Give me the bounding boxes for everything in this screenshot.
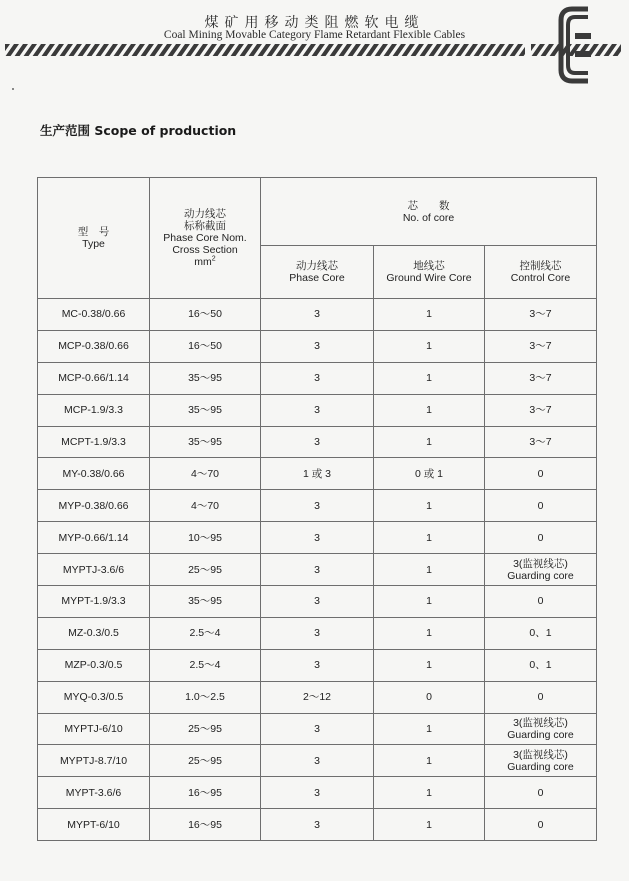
cell-ground (374, 394, 485, 426)
cell-control-text: 3～7 (529, 372, 552, 385)
cell-control-text: 3～7 (529, 308, 552, 321)
cell-ground-text: 1 (426, 754, 432, 767)
cell-section (150, 394, 261, 426)
cell-section (150, 522, 261, 554)
cell-control (485, 394, 597, 426)
header-phase-en: Phase Core (289, 272, 345, 284)
cell-phase-text: 3 (314, 627, 320, 640)
cell-phase-text: 3 (314, 404, 320, 417)
cell-control-text: 3(监视线芯) (513, 557, 568, 570)
cell-section-text: 10～95 (188, 531, 222, 544)
cell-control-text: 3～7 (529, 436, 552, 448)
table-row (38, 362, 597, 394)
cell-ground (374, 330, 485, 362)
cell-ground (374, 522, 485, 554)
cell-section (150, 458, 261, 490)
cell-type (38, 362, 150, 394)
cell-section (150, 586, 261, 618)
table-row (38, 649, 597, 681)
table-row (38, 554, 597, 586)
cell-section-text: 2.5～4 (189, 627, 221, 640)
cell-type (38, 330, 150, 362)
cell-type (38, 649, 150, 681)
cell-section-text: 16～95 (188, 818, 222, 831)
cell-type (38, 617, 150, 649)
cell-control-text: 0 (537, 531, 544, 544)
cell-phase (261, 617, 374, 649)
cell-type-text: MZ-0.3/0.5 (68, 627, 119, 640)
cell-type (38, 394, 150, 426)
cell-ground-text: 1 (426, 436, 432, 448)
cell-section-text: 16～95 (188, 786, 222, 799)
cell-phase (261, 777, 374, 809)
header-section (150, 178, 261, 299)
header-cores (261, 178, 597, 246)
cell-type-text: MCP-1.9/3.3 (64, 404, 123, 417)
cell-phase (261, 681, 374, 713)
cell-ground-text: 1 (426, 372, 432, 385)
header-type-en: Type (82, 238, 105, 250)
cell-type (38, 554, 150, 586)
cell-control-text-en: Guarding core (507, 729, 574, 742)
cell-control-text: 0、1 (529, 627, 552, 640)
cell-control-text: 0、1 (529, 659, 552, 672)
cell-control (485, 681, 597, 713)
cell-control (485, 490, 597, 522)
cell-type (38, 681, 150, 713)
cell-phase (261, 299, 374, 331)
cell-control-text: 3～7 (529, 340, 552, 353)
header-section-en2: Cross Section (172, 244, 238, 256)
cell-ground-text: 1 (426, 531, 432, 544)
cell-section (150, 330, 261, 362)
header-ground-en: Ground Wire Core (386, 272, 472, 284)
cell-type (38, 426, 150, 458)
table-body (38, 299, 597, 841)
cell-ground-text: 1 (426, 786, 432, 799)
cell-phase-text: 3 (314, 723, 320, 736)
cell-type (38, 458, 150, 490)
cell-phase-text: 3 (314, 754, 320, 767)
table-row (38, 809, 597, 841)
header-section-unit (150, 256, 260, 268)
cell-type-text: MCPT-1.9/3.3 (61, 436, 126, 448)
cell-section (150, 809, 261, 841)
page-header (0, 0, 629, 90)
cell-phase (261, 586, 374, 618)
cell-section-text: 35～95 (188, 436, 222, 448)
cell-control-text-en: Guarding core (507, 760, 574, 773)
cell-phase-text: 3 (314, 499, 320, 512)
table-row (38, 330, 597, 362)
cell-type-text: MYPTJ-6/10 (64, 723, 123, 736)
cell-phase-text: 3 (314, 786, 320, 799)
cell-phase-text: 3 (314, 563, 320, 576)
cell-type-text: MCP-0.38/0.66 (58, 340, 129, 353)
cell-type (38, 586, 150, 618)
cell-section (150, 617, 261, 649)
table-row (38, 299, 597, 331)
cell-control (485, 299, 597, 331)
cell-phase (261, 490, 374, 522)
cell-type (38, 490, 150, 522)
cell-phase-text: 3 (314, 340, 320, 353)
cell-section (150, 745, 261, 777)
cell-ground-text: 0 或 1 (414, 467, 443, 480)
cell-section-text: 25～95 (188, 754, 222, 767)
cell-phase (261, 458, 374, 490)
cell-type-text: MZP-0.3/0.5 (64, 659, 123, 672)
header-title-zh: 煤矿用移动类阻燃软电缆 (204, 15, 425, 31)
cell-ground-text: 1 (426, 723, 432, 736)
table-row (38, 617, 597, 649)
cell-control (485, 458, 597, 490)
cell-ground-text: 0 (426, 691, 432, 704)
cell-section (150, 490, 261, 522)
cell-ground-text: 1 (426, 659, 432, 672)
unit-sup: 2 (211, 255, 216, 263)
cell-type (38, 777, 150, 809)
cell-phase (261, 330, 374, 362)
cell-ground-text: 1 (426, 627, 432, 640)
cell-section (150, 426, 261, 458)
cell-type-text: MYQ-0.3/0.5 (63, 691, 124, 704)
cell-control (485, 426, 597, 458)
cell-section (150, 777, 261, 809)
cell-control (485, 586, 597, 618)
cell-section-text: 2.5～4 (189, 659, 221, 672)
cell-type (38, 713, 150, 745)
table-row (38, 394, 597, 426)
cell-ground-text: 1 (426, 404, 432, 417)
section-title: 生产范围 Scope of production (40, 123, 237, 138)
header-cores-zh: 芯 数 (407, 199, 450, 212)
cell-control-text: 3(监视线芯) (513, 748, 568, 761)
header-type-zh: 型 号 (77, 226, 110, 238)
header-section-zh1: 动力线芯 (184, 208, 226, 220)
header-cores-en: No. of core (402, 211, 455, 224)
cell-control (485, 362, 597, 394)
decorative-dot (12, 88, 14, 90)
cell-type-text: MYPTJ-3.6/6 (62, 563, 125, 576)
header-type (38, 178, 150, 299)
cell-type-text: MYPT-6/10 (67, 818, 120, 831)
cell-control-text: 0 (537, 467, 544, 480)
cell-ground (374, 458, 485, 490)
header-title-en: Coal Mining Movable Category Flame Retardant Flexible Cables (163, 29, 466, 41)
header-section-en1: Phase Core Nom. (163, 232, 247, 244)
unit-mm: mm (194, 256, 212, 268)
cell-ground (374, 681, 485, 713)
cell-ground-text: 1 (426, 499, 432, 512)
cell-ground-text: 1 (426, 340, 432, 353)
table-row (38, 522, 597, 554)
cell-section (150, 681, 261, 713)
cell-type (38, 745, 150, 777)
cell-ground (374, 426, 485, 458)
cell-ground-text: 1 (426, 563, 432, 576)
cell-section-text: 35～95 (188, 372, 222, 385)
production-scope-table (37, 177, 597, 841)
header-control-en: Control Core (510, 272, 571, 284)
table-row (38, 490, 597, 522)
cell-control (485, 777, 597, 809)
cell-type-text: MC-0.38/0.66 (61, 308, 126, 321)
cell-control (485, 713, 597, 745)
cell-phase-text: 3 (314, 531, 320, 544)
header-stripe-left (5, 44, 525, 56)
cell-phase-text: 3 (314, 818, 320, 831)
cell-phase-text: 1 或 3 (302, 467, 331, 480)
cell-phase (261, 426, 374, 458)
cell-section-text: 1.0～2.5 (185, 691, 225, 704)
table-row (38, 713, 597, 745)
cell-phase-text: 3 (314, 436, 320, 448)
cell-ground (374, 617, 485, 649)
cell-control (485, 617, 597, 649)
cell-phase (261, 809, 374, 841)
cell-phase (261, 745, 374, 777)
cell-section (150, 299, 261, 331)
cell-control-text: 0 (537, 499, 544, 512)
header-control-zh: 控制线芯 (519, 260, 562, 272)
cell-section-text: 25～95 (188, 563, 222, 576)
cell-section-text: 4～70 (190, 467, 220, 480)
table-row (38, 745, 597, 777)
cell-section-text: 4～70 (190, 499, 220, 512)
cell-ground (374, 713, 485, 745)
table-row (38, 586, 597, 618)
cell-control-text: 3～7 (529, 404, 552, 417)
header-phase (261, 246, 374, 299)
cell-ground (374, 299, 485, 331)
cell-type (38, 522, 150, 554)
cell-ground-text: 1 (426, 595, 432, 608)
cell-section-text: 35～95 (188, 404, 222, 417)
cell-control-text-en: Guarding core (507, 569, 574, 582)
cell-control (485, 554, 597, 586)
cell-control (485, 522, 597, 554)
cell-ground (374, 490, 485, 522)
cell-control (485, 809, 597, 841)
cell-phase (261, 713, 374, 745)
cell-phase (261, 362, 374, 394)
cell-control-text: 0 (537, 786, 544, 799)
table-row (38, 458, 597, 490)
cell-type-text: MYPT-3.6/6 (65, 786, 122, 799)
cell-phase (261, 649, 374, 681)
header-section-zh2: 标称截面 (184, 220, 226, 232)
cell-control-text: 0 (537, 691, 544, 704)
cell-ground (374, 586, 485, 618)
cell-phase-text: 2～12 (302, 691, 332, 704)
cell-ground-text: 1 (426, 818, 432, 831)
header-control (485, 246, 597, 299)
cell-section-text: 35～95 (188, 595, 222, 608)
cell-section (150, 713, 261, 745)
table-row (38, 777, 597, 809)
cell-type (38, 809, 150, 841)
cell-type-text: MYPTJ-8.7/10 (59, 754, 128, 767)
cell-ground (374, 554, 485, 586)
cell-ground-text: 1 (426, 308, 432, 321)
cell-phase (261, 394, 374, 426)
cell-type-text: MY-0.38/0.66 (62, 467, 125, 480)
cell-section-text: 25～95 (188, 723, 222, 736)
cell-section (150, 649, 261, 681)
cell-section-text: 16～50 (188, 340, 222, 353)
c-logo-icon (558, 5, 598, 85)
cell-phase-text: 3 (314, 595, 320, 608)
cell-type-text: MYPT-1.9/3.3 (61, 595, 126, 608)
cell-control-text: 3(监视线芯) (513, 717, 568, 730)
cell-type-text: MCP-0.66/1.14 (58, 372, 129, 385)
table-row (38, 681, 597, 713)
cell-phase-text: 3 (314, 659, 320, 672)
table-row (38, 426, 597, 458)
cell-ground (374, 777, 485, 809)
cell-ground (374, 649, 485, 681)
cell-control-text: 0 (537, 818, 544, 831)
cell-phase (261, 522, 374, 554)
cell-section (150, 362, 261, 394)
cell-phase (261, 554, 374, 586)
cell-control (485, 330, 597, 362)
cell-ground (374, 809, 485, 841)
cell-type (38, 299, 150, 331)
cell-type-text: MYP-0.66/1.14 (58, 531, 129, 544)
cell-section-text: 16～50 (188, 308, 222, 321)
cell-phase-text: 3 (314, 308, 320, 321)
header-ground-zh: 地线芯 (413, 260, 445, 272)
cell-control (485, 649, 597, 681)
cell-control (485, 745, 597, 777)
cell-control-text: 0 (537, 595, 544, 608)
cell-section (150, 554, 261, 586)
header-ground (374, 246, 485, 299)
cell-ground (374, 745, 485, 777)
cell-type-text: MYP-0.38/0.66 (58, 499, 129, 512)
cell-phase-text: 3 (314, 372, 320, 385)
header-phase-zh: 动力线芯 (296, 260, 338, 272)
cell-ground (374, 362, 485, 394)
